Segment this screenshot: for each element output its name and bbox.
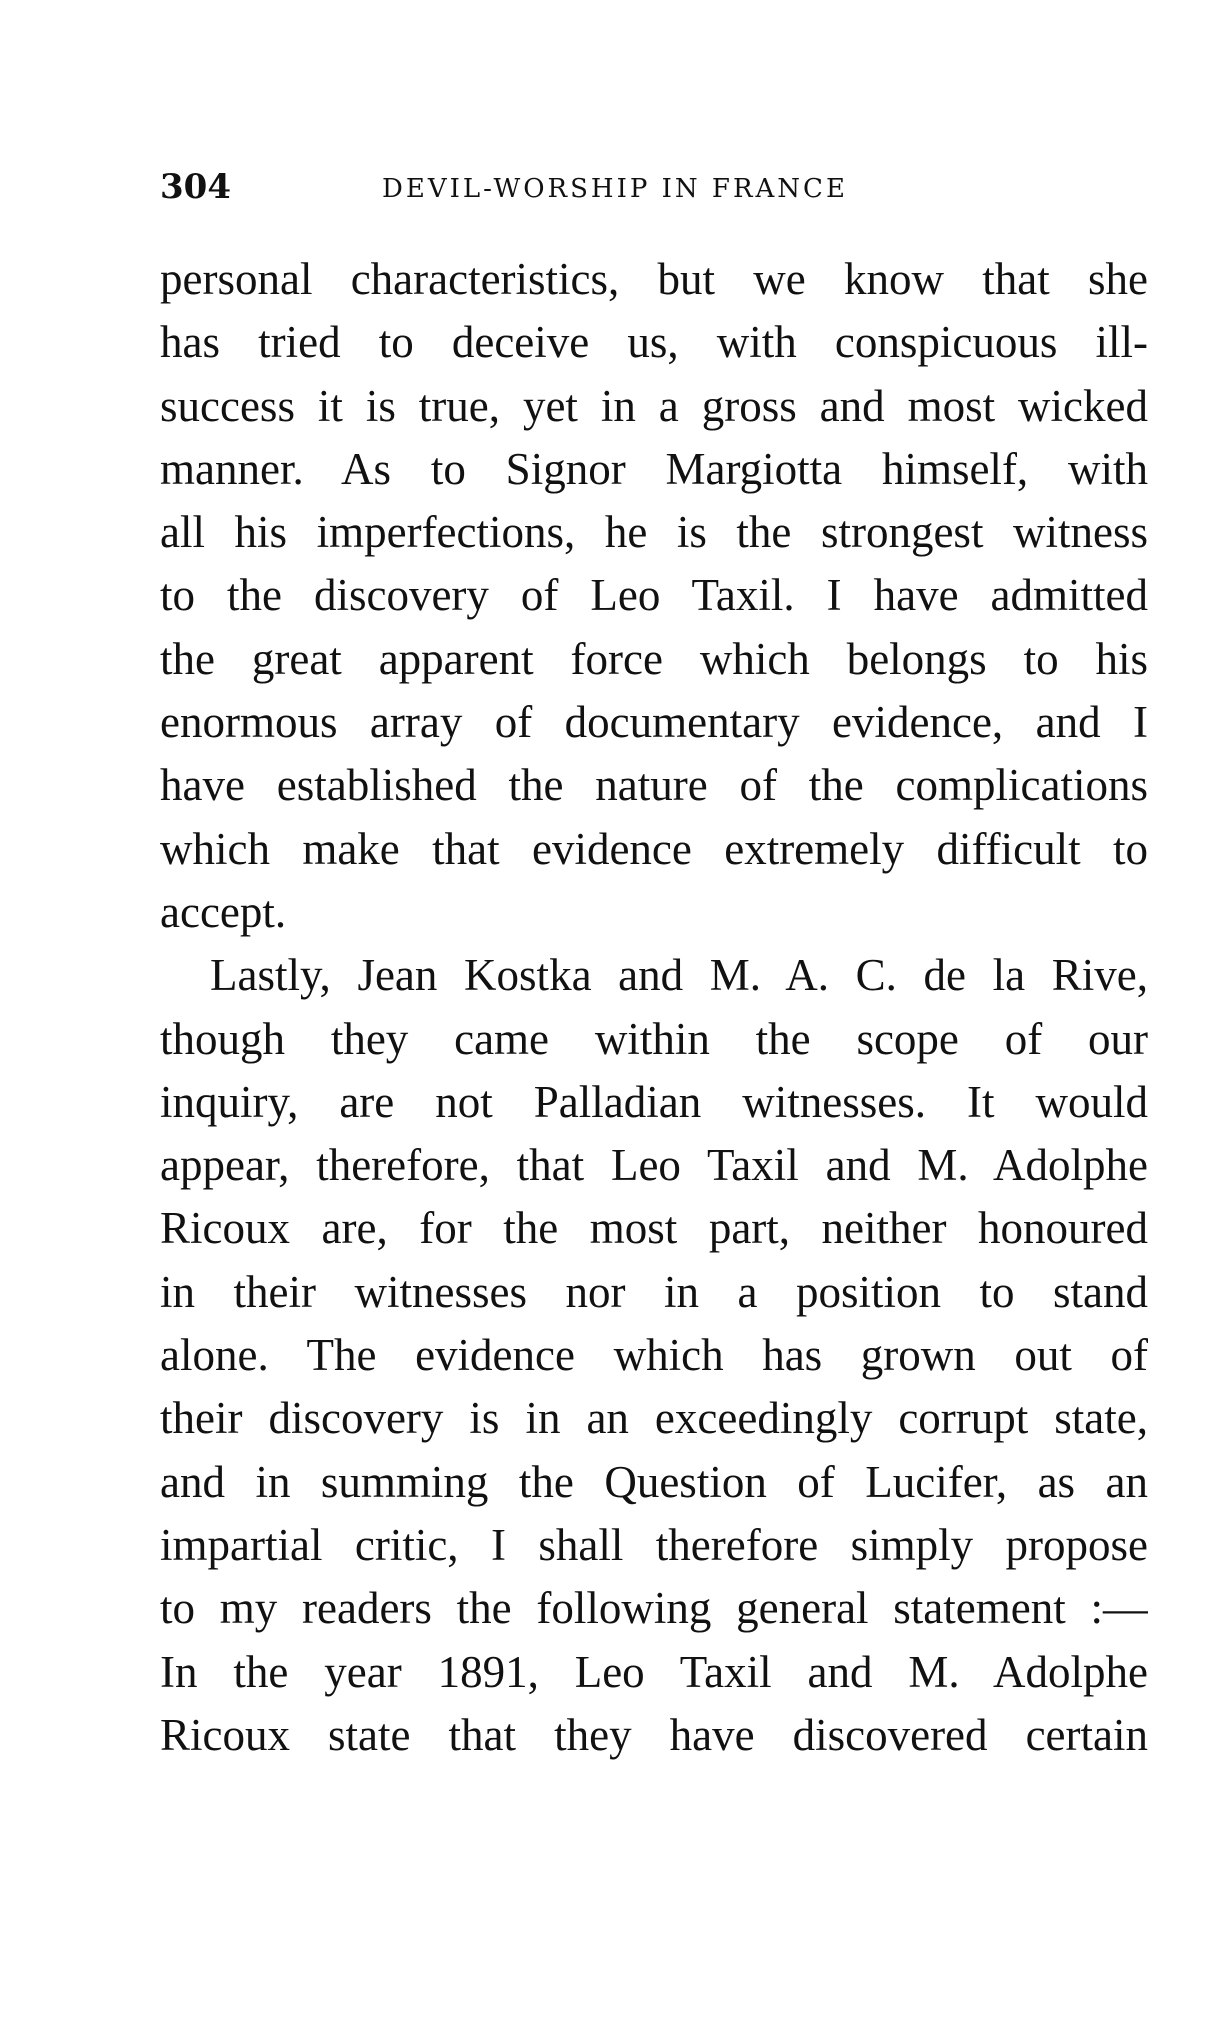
body-text xyxy=(160,248,1148,1767)
text-line: have established the nature of the complications xyxy=(160,760,1148,811)
running-title: DEVIL-WORSHIP IN FRANCE xyxy=(382,174,848,204)
page-header xyxy=(160,165,1160,215)
text-line: accept. xyxy=(160,886,287,937)
text-line: appear, therefore, that Leo Taxil and M. Adolphe xyxy=(160,1140,1148,1191)
text-line: manner. As to Signor Margiotta himself, with xyxy=(160,443,1148,494)
text-line: to my readers the following general statement :— xyxy=(160,1583,1148,1634)
page-number: 304 xyxy=(160,167,231,207)
text-line: Lastly, Jean Kostka and M. A. C. de la Rive, xyxy=(210,950,1148,1001)
text-line: personal characteristics, but we know that she xyxy=(160,254,1148,304)
text-line: their discovery is in an exceedingly corrupt state, xyxy=(160,1393,1148,1444)
text-line: in their witnesses nor in a position to stand xyxy=(160,1266,1148,1317)
text-line: though they came within the scope of our xyxy=(160,1013,1148,1064)
text-line: success it is true, yet in a gross and most wicked xyxy=(160,380,1148,431)
text-line: enormous array of documentary evidence, and I xyxy=(160,697,1148,748)
text-line: to the discovery of Leo Taxil. I have admitted xyxy=(160,570,1148,621)
paragraph-2 xyxy=(160,944,1148,1767)
text-line: inquiry, are not Palladian witnesses. It would xyxy=(160,1076,1148,1127)
text-line: alone. The evidence which has grown out of xyxy=(160,1330,1148,1381)
paragraph-1 xyxy=(160,248,1148,944)
text-line: all his imperfections, he is the strongest witness xyxy=(160,507,1148,558)
text-line: has tried to deceive us, with conspicuous ill- xyxy=(160,317,1148,368)
text-line: and in summing the Question of Lucifer, as an xyxy=(160,1456,1148,1507)
text-line: In the year 1891, Leo Taxil and M. Adolphe xyxy=(160,1646,1148,1697)
text-line: the great apparent force which belongs to his xyxy=(160,633,1148,684)
text-line: which make that evidence extremely difficult to xyxy=(160,823,1148,874)
text-line: Ricoux are, for the most part, neither honoured xyxy=(160,1203,1148,1254)
text-line: impartial critic, I shall therefore simply propose xyxy=(160,1519,1148,1570)
text-line: Ricoux state that they have discovered certain xyxy=(160,1709,1148,1760)
